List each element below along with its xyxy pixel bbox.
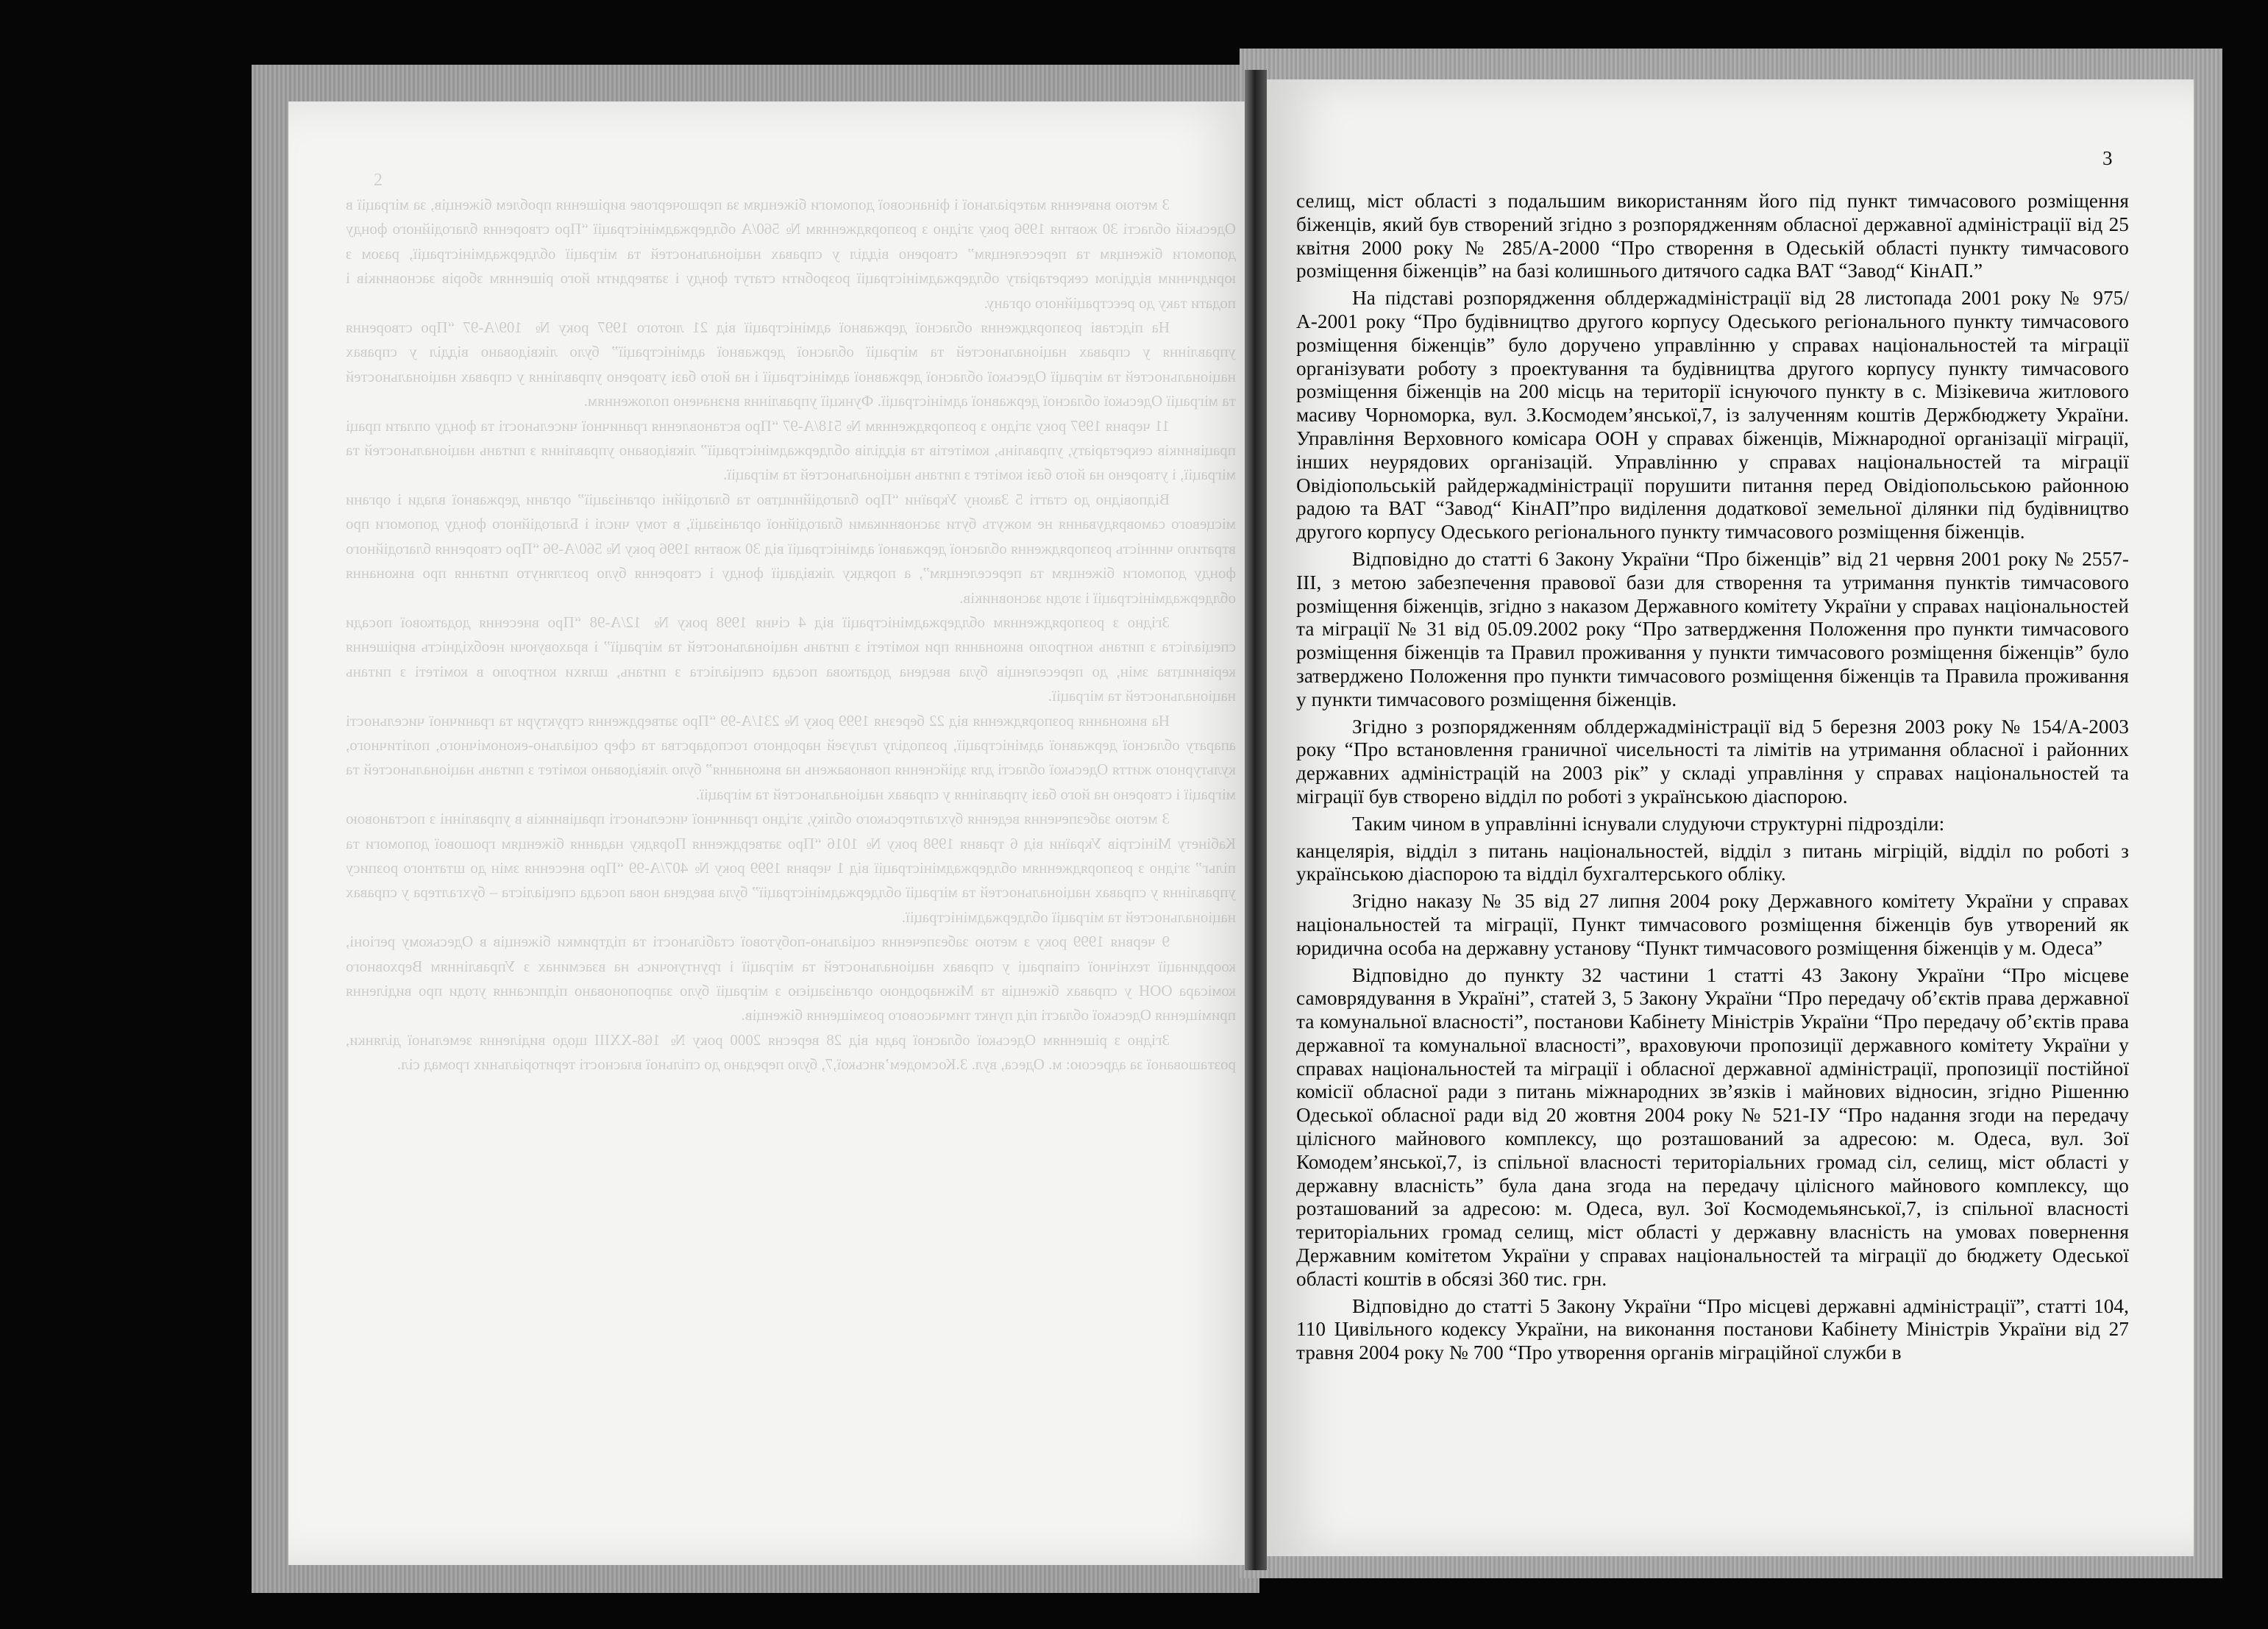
page-body	[1296, 190, 2129, 1369]
bleed-through-paragraph: Згідно з рішенням Одеської обласної ради від 28 вересня 2000 року № 168-ХХІІІ щодо виділення земельної ділянки, розташованої за адресою: м. Одеса, вул. З.Космодем’янської,7, було передано до спільної власності територіальних громад сіл.	[346, 1030, 1236, 1074]
bleed-through-paragraph: 9 червня 1999 року з метою забезпечення соціально-побутової стабільності та підтримки біженців в Одеському регіоні, координації технічної співпраці у справах національностей та міграції і ґрунтуючись на взаєминах з Управлінням Верховного комісара ООН у справах біженців та Міжнародною організацією з міграції було запропоновано підписання угоди про виділення приміщення Одеської області під пункт тимчасового розміщення біженців.	[346, 933, 1236, 1024]
bleed-through-paragraph: На виконання розпорядження від 22 березня 1999 року № 231/А-99 “Про затвердження структури та граничної чисельності апарату обласної державної адміністрації, розподілу галузей народного господарства та сфер соціально-економічного, політичного, культурного життя Одеської області для здійснення повноважень на виконання” було ліквідовано комітет з питань національностей та міграції і створено на його базі управління у справах національностей та міграції.	[346, 711, 1236, 803]
left-page-bleed-through-text	[346, 193, 1236, 1516]
book-spine	[1245, 70, 1267, 1570]
paragraph: Таким чином в управлінні існували слудуючи структурні підрозділи:	[1352, 812, 1945, 835]
paragraph: Згідно з розпорядженням облдержадміністрації від 5 березня 2003 року № 154/А-2003 року “Про встановлення граничної чисельності та лімітів на утримання обласної і районних державних адміністрацій на 2003 рік” у складі управління у справах національностей та міграції був створено відділ по роботі з українською діаспорою.	[1296, 715, 2129, 808]
bleed-through-paragraph: На підставі розпорядження обласної державної адміністрації від 21 лютого 1997 року № 109/А-97 “Про створення управління у справах національностей та міграції обласної державної адміністрації” було ліквідовано відділ у справах національностей та міграції Одеської обласної державної адміністрації і на його базі утворено управління у справах національностей та міграції Одеської обласної державної адміністрації. Функції управління визначено положенням.	[346, 318, 1236, 410]
paragraph: Відповідно до статті 5 Закону України “Про місцеві державні адміністрації”, статті 104, 110 Цивільного кодексу України, на виконання постанови Кабінету Міністрів України від 27 травня 2004 року № 700 “Про утворення органів міграційної служби в	[1296, 1294, 2129, 1364]
left-page-number: 2	[374, 171, 383, 190]
paragraph: На підставі розпорядження облдержадміністрації від 28 листопада 2001 року № 975/А-2001 року “Про будівництво другого корпусу Одеського регіонального пункту тимчасового розміщення біженців” було доручено управлінню у справах національностей та міграції організувати роботу з проектування та будівництва другого корпусу пункту тимчасового розміщення біженців на 200 місць на території існуючого пункту в с. Мізікевича житлового масиву Чорноморка, вул. З.Космодем’янської,7, із залученням коштів Держбюджету України. Управління Верховного комісара ООН у справах біженців, Міжнародної організації міграції, інших неурядових організацій. Управлінню у справах національностей та міграції Овідіопольській райдержадміністрації порушити питання перед Овідіопольською районною радою та ВАТ “Завод“ КінАП”про виділення додаткової земельної ділянки під будівництво другого корпусу Одеського регіонального пункту тимчасового розміщення біженців.	[1296, 287, 2129, 543]
paragraph: Згідно наказу № 35 від 27 липня 2004 року Державного комітету України у справах національностей та міграції, Пункт тимчасового розміщення біженців був утворений як юридична особа на державну установу “Пункт тимчасового розміщення біженців у м. Одеса”	[1296, 890, 2129, 959]
bleed-through-paragraph: З метою забезпечення ведення бухгалтерського обліку, згідно граничної чисельності працівників в управлінні з постановою Кабінету Міністрів України від 6 травня 1998 року № 1016 “Про затвердження Порядку надання біженцям грошової допомоги та пільг” згідно з розпорядженням облдержадміністрації від 1 червня 1999 року № 407/А-99 “Про внесення змін до штатного розпису управління у справах національностей та міграції облдержадміністрації” була введена нова посада спеціаліста – бухгалтера у справах національностей та міграції облдержадміністрації.	[346, 810, 1236, 926]
paragraph: канцелярія, відділ з питань національностей, відділ з питань мігріцій, відділ по роботі з українською діаспорою та відділ бухгалтерського обліку.	[1296, 839, 2129, 885]
bleed-through-paragraph: Згідно з розпорядженням облдержадміністрації від 4 січня 1998 року № 12/А-98 “Про внесення додаткової посади спеціаліста з питань контролю виконання при комітеті з питань національностей та міграції” і враховуючи необхідність вирішення керівництва змін, до переселенців була введена додаткова посада спеціаліста з питань, шляхи контролю в комітеті з питань національностей та міграції.	[346, 613, 1236, 705]
bleed-through-paragraph: З метою вивчення матеріальної і фінансової допомоги біженцям за першочергове вирішення проблем біженців, за міграції в Одеській області 30 жовтня 1996 року згідно з розпорядженням № 560/А облдержадміністрації “Про створення благодійного фонду допомоги біженцям та переселенцям” створено відділ у справах національностей та міграції облдержадміністрації, разом з юридичним відділом секретаріату облдержадміністрації розробити статут фонду і затвердити його рішенням зборів засновників і подати таку до реєстраційного органу.	[346, 196, 1236, 312]
page-number: 3	[2102, 147, 2113, 169]
paragraph: Відповідно до пункту 32 частини 1 статті 43 Закону України “Про місцеве самоврядування в Україні”, статей 3, 5 Закону України “Про передачу об’єктів права державної та комунальної власності”, постанови Кабінету Міністрів України “Про передачу об’єктів права державної та комунальної власності”, враховуючи пропозиції державного комітету України у справах національностей та міграції і обласної державної адміністрації, пропозиції постійної комісії обласної ради з питань міжнародних зв’язків і майнових відносин, згідно Рішенню Одеської обласної ради від 20 жовтня 2004 року № 521-ІУ “Про надання згоди на передачу цілісного майнового комплексу, що розташований за адресою: м. Одеса, вул. Зої Комодем’янської,7, із спільної власності територіальних громад сіл, селищ, міст області у державну власність” була дана згода на передачу цілісного майнового комплексу, що розташований за адресою: м. Одеса, вул. Зої Космодемьянської,7, із спільної власності територіальних громад селищ, міст області у державну власність на умовах повернення Державним комітетом України у справах національностей та міграції до бюджету Одеської області коштів в обсязі 360 тис. грн.	[1296, 963, 2129, 1290]
paragraph: Відповідно до статті 6 Закону України “Про біженців” від 21 червня 2001 року № 2557-ІІІ, з метою забезпечення правової бази для створення та утримання пунктів тимчасового розміщення біженців, згідно з наказом Державного комітету України у справах національностей та міграції № 31 від 05.09.2002 року “Про затвердження Положення про пункти тимчасового розміщення біженців та Правил проживання у пункти тимчасового розміщення біженців” було затверджено Положення про пункти тимчасового розміщення біженців та Правила проживання у пункти тимчасового розміщення біженців.	[1296, 547, 2129, 710]
bleed-through-paragraph: 11 червня 1997 року згідно з розпорядженням № 518/А-97 “Про встановлення граничної чисельності та фонду оплати праці працівників секретаріату, управлінь, комітетів та відділів облдержадміністрації” ліквідовано управління з питань національностей та міграції, і утворено на його базі комітет з питань національностей та міграції.	[346, 416, 1236, 484]
paragraph: селищ, міст області з подальшим використанням його під пункт тимчасового розміщення біженців, який був створений згідно з розпорядженням обласної державної адміністрації від 25 квітня 2000 року № 285/А-2000 “Про створення в Одеській області пункту тимчасового розміщення біженців” на базі колишнього дитячого садка ВАТ “Завод“ КінАП.”	[1296, 190, 2129, 282]
bleed-through-paragraph: Відповідно до статті 5 Закону України “Про благодійництво та благодійні організації” органи державної влади і органи місцевого самоврядування не можуть бути засновниками благодійної організації, в тому числі і Благодійного фонду допомоги про втратило чинність розпорядження обласної державної адміністрації від 30 жовтня 1996 року № 560/А-96 “Про створення благодійного фонду допомоги біженцям та переселенцям”, а порядку ліквідації фонду і створення було розглянуто питання про виконання облдержадміністрації і згоди засновників.	[346, 490, 1236, 607]
